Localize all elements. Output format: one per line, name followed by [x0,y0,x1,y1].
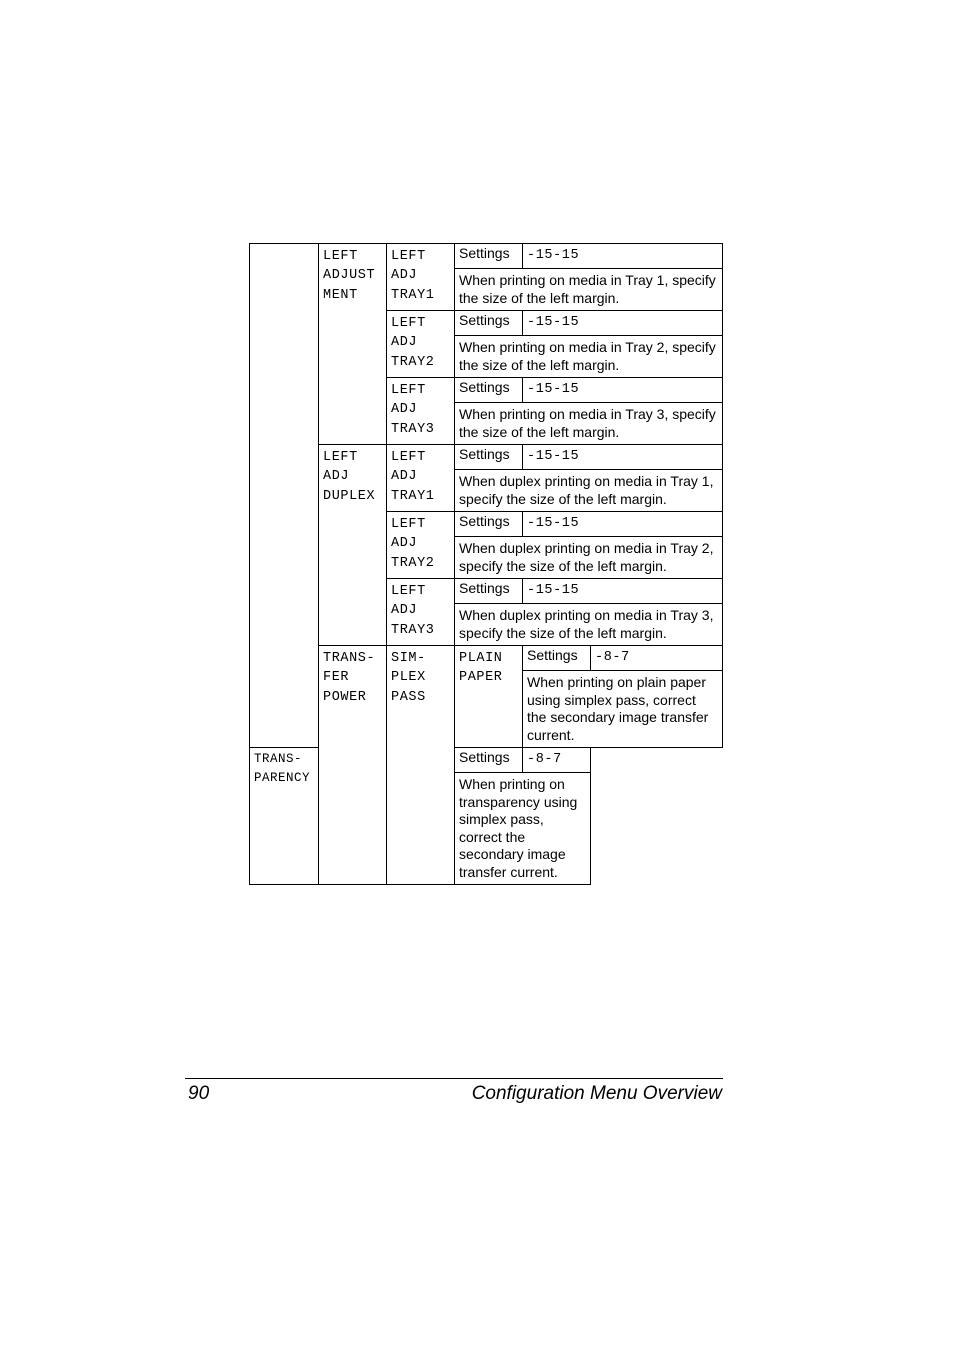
settings-label: Settings [523,646,591,671]
menu-subgroup-name: SIM- PLEX PASS [387,646,455,885]
settings-label: Settings [455,512,523,537]
menu-item-name: LEFT ADJ TRAY1 [387,244,455,311]
settings-value: -15-15 [523,311,723,336]
menu-item-name: LEFT ADJ TRAY2 [387,512,455,579]
page-number: 90 [188,1083,210,1104]
item-description: When printing on media in Tray 1, specify the size of the left margin. [455,269,723,311]
item-description: When duplex printing on media in Tray 1, specify the size of the left margin. [455,470,723,512]
menu-group-name: TRANS- FER POWER [319,646,387,885]
menu-item-name: TRANS- PARENCY [250,748,319,885]
settings-value: -15-15 [523,579,723,604]
item-description: When duplex printing on media in Tray 3, specify the size of the left margin. [455,604,723,646]
settings-value: -15-15 [523,244,723,269]
item-description: When printing on media in Tray 2, specify the size of the left margin. [455,336,723,378]
menu-group-name: LEFT ADJUST MENT [319,244,387,445]
menu-item-name: LEFT ADJ TRAY3 [387,378,455,445]
item-description: When printing on plain paper using simplex pass, correct the secondary image transfer current. [523,671,723,748]
settings-value: -15-15 [523,512,723,537]
settings-label: Settings [455,579,523,604]
item-description: When printing on transparency using simplex pass, correct the secondary image transfer current. [455,773,591,885]
settings-label: Settings [455,311,523,336]
menu-item-name: PLAIN PAPER [455,646,523,748]
menu-item-name: LEFT ADJ TRAY2 [387,311,455,378]
menu-group-name: LEFT ADJ DUPLEX [319,445,387,646]
menu-item-name: LEFT ADJ TRAY1 [387,445,455,512]
settings-label: Settings [455,748,523,773]
settings-label: Settings [455,244,523,269]
menu-item-name: LEFT ADJ TRAY3 [387,579,455,646]
item-description: When duplex printing on media in Tray 2, specify the size of the left margin. [455,537,723,579]
settings-value: -15-15 [523,378,723,403]
item-description: When printing on media in Tray 3, specify the size of the left margin. [455,403,723,445]
settings-label: Settings [455,445,523,470]
settings-value: -15-15 [523,445,723,470]
settings-value: -8-7 [591,646,723,671]
settings-label: Settings [455,378,523,403]
menu-table [249,243,723,885]
settings-value: -8-7 [523,748,591,773]
footer-rule [185,1078,723,1079]
footer-title: Configuration Menu Overview [471,1083,722,1104]
blank-column-cell [250,244,319,748]
